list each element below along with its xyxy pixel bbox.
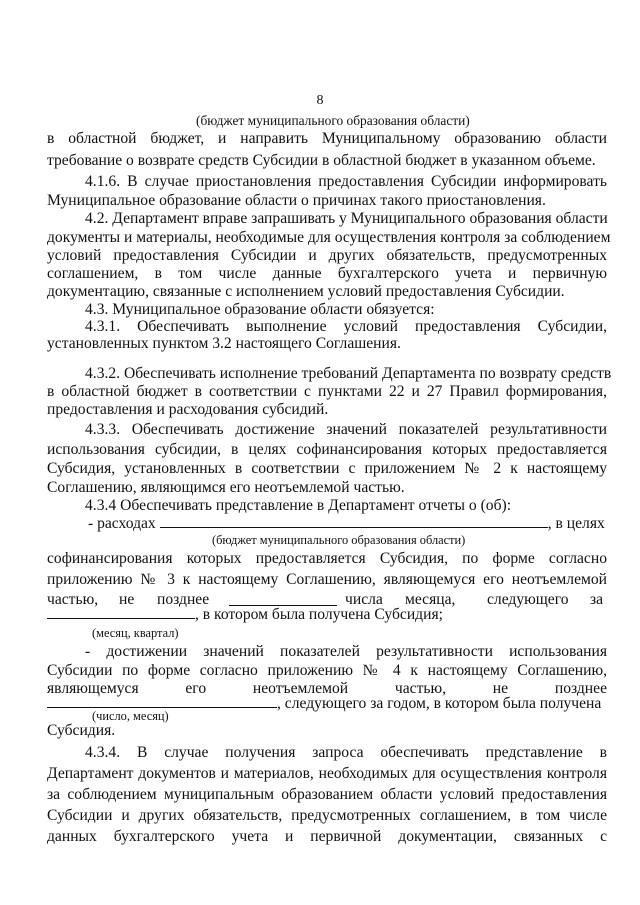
text-line: установленных пунктом 3.2 настоящего Соглашения. (47, 335, 401, 352)
expenses-prefix: - расходах (88, 515, 156, 532)
quarter-line (47, 606, 443, 624)
text-line: 4.3.4 Обеспечивать представление в Департамент отчеты о (об): (85, 497, 512, 514)
text-line: Муниципальное образование области о причинах такого приостановления. (47, 192, 546, 209)
caption-month-quarter: (месяц, квартал) (92, 626, 179, 640)
word: позднее (157, 591, 210, 608)
text-line: 4.3.4. В случае получения запроса обеспечивать представление в (85, 744, 607, 761)
text-line: за соблюдением муниципальным образованием области условий предоставления (47, 786, 607, 803)
text-line: использования субсидии, в целях софинансирования которых предоставляется (47, 441, 607, 458)
text-line: Субсидии по форме согласно приложению № 4 к настоящему Соглашению, (47, 662, 607, 679)
text-line: соглашением, в том числе данные бухгалтерского учета и первичную (47, 265, 607, 282)
blank-day-month-field (47, 695, 277, 708)
blank-month-quarter-field (47, 606, 195, 619)
word: не (119, 591, 135, 608)
text-line: документацию, связанные с исполнением условий предоставления Субсидии. (47, 283, 565, 300)
text-line: Соглашению, являющимся его неотъемлемой частью. (47, 479, 405, 496)
word: за (590, 591, 604, 608)
expenses-line (88, 515, 605, 533)
caption-day-month: (число, месяц) (92, 709, 169, 723)
text-line: Субсидия. (47, 722, 116, 739)
text-line: 4.1.6. В случае приостановления предоставления Субсидии информировать (85, 173, 607, 190)
text-line: в областной бюджет в соответствии с пунктами 22 и 27 Правил формирования, (47, 383, 607, 400)
text-line: - достижении значений показателей результативности использования (85, 643, 607, 660)
text-line: приложению № 3 к настоящему Соглашению, являющемуся его неотъемлемой (47, 571, 607, 588)
blank-budget-field (160, 515, 548, 528)
text-line: 4.3.1. Обеспечивать выполнение условий предоставления Субсидии, (85, 318, 607, 335)
word: месяца, (405, 591, 456, 608)
page-number: 8 (316, 93, 324, 108)
text-line: софинансирования которых предоставляется Субсидия, по форме согласно (47, 550, 607, 567)
text-line: предоставления и расходования субсидий. (47, 401, 329, 418)
quarter-text: , в котором была получена Субсидия; (195, 606, 443, 623)
text-line: 4.3.3. Обеспечивать достижение значений показателей результативности (85, 421, 607, 438)
text-line: 4.2. Департамент вправе запрашивать у Муниципального образования области (85, 210, 608, 227)
text-line: 4.3. Муниципальное образование области обязуется: (85, 301, 435, 318)
text-line: Субсидия, установленных в соответствии с приложением № 2 к настоящему (47, 460, 607, 477)
word: следующего (487, 591, 569, 608)
text-line: являющемуся его неотъемлемой частью, не позднее (47, 680, 607, 697)
budget-caption-top: (бюджет муниципального образования области) (196, 113, 470, 128)
text-line: документы и материалы, необходимые для осуществления контроля за соблюдением (47, 229, 611, 246)
text-line: Субсидии и других обязательств, предусмотренных соглашением, в том числе (47, 807, 607, 824)
blank-day-field (229, 593, 337, 606)
text-line: условий предоставления Субсидии и других обязательств, предусмотренных (47, 247, 607, 264)
text-line: данных бухгалтерского учета и первичной документации, связанных с (47, 828, 607, 845)
word: частью, (47, 591, 99, 608)
year-text: , следующего за годом, в котором была получена (277, 695, 602, 712)
expenses-suffix: , в целях (547, 515, 605, 532)
budget-caption-mid: (бюджет муниципального образования области) (212, 533, 466, 547)
text-line: требование о возврате средств Субсидии в областной бюджет в указанном объеме. (47, 152, 596, 169)
text-line: в областной бюджет, и направить Муниципальному образованию области (47, 130, 607, 147)
text-line: Департамент документов и материалов, необходимых для осуществления контроля (47, 765, 607, 782)
word: числа (345, 591, 383, 608)
text-line: 4.3.2. Обеспечивать исполнение требований Департамента по возврату средств (85, 365, 612, 382)
